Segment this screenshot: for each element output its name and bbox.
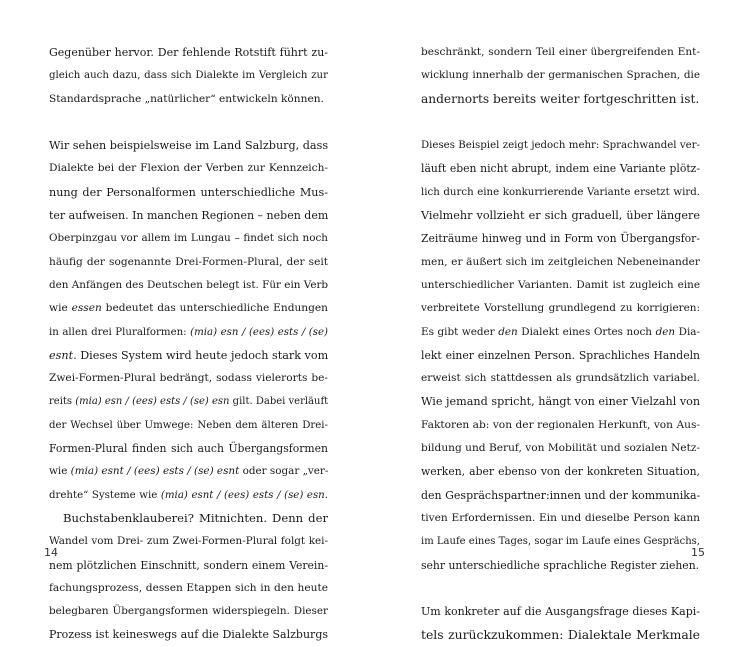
text-segment: der Wechsel über Umwege: Neben dem älteren Drei- bbox=[49, 419, 328, 431]
text-line bbox=[421, 554, 700, 577]
text-segment: Gegenüber hervor. Der fehlende Rotstift führt zu- bbox=[49, 46, 328, 59]
text-segment: drehte“ Systeme wie bbox=[49, 489, 161, 501]
text-segment: lich durch eine konkurrierende Variante ersetzt wird. bbox=[421, 186, 700, 198]
text-line bbox=[49, 390, 328, 413]
text-segment: gleich auch dazu, dass sich Dialekte im Vergleich zur bbox=[49, 70, 328, 82]
text-segment: wie bbox=[49, 302, 72, 315]
text-segment: Zwei-Formen-Plural bedrängt, sodass vielerorts be- bbox=[49, 372, 328, 385]
text-segment: Standardsprache „natürlicher“ entwickeln können. bbox=[49, 92, 324, 105]
paragraph-break bbox=[421, 577, 700, 600]
text-line bbox=[49, 181, 328, 204]
text-segment: Faktoren ab: von der regionalen Herkunft, von Aus- bbox=[421, 418, 700, 431]
text-segment: nung der Personalformen unterschiedliche Mus- bbox=[49, 185, 328, 199]
text-segment: oder sogar „ver- bbox=[239, 465, 329, 478]
text-segment: nem plötzlichen Einschnitt, sondern einem Verein- bbox=[49, 558, 328, 572]
text-segment: Dia- bbox=[675, 325, 700, 338]
right-page-text bbox=[421, 41, 700, 647]
paragraph-break bbox=[49, 111, 328, 134]
text-line bbox=[421, 600, 700, 623]
text-line bbox=[421, 530, 700, 553]
italic-text: den bbox=[655, 325, 676, 338]
text-line bbox=[421, 414, 700, 437]
text-segment: Wir sehen beispielsweise im Land Salzburg, dass bbox=[49, 139, 329, 153]
text-line bbox=[49, 134, 328, 157]
text-line bbox=[421, 437, 700, 460]
text-segment: den Gesprächspartner:innen und der kommunika- bbox=[421, 488, 701, 502]
text-segment: den Anfängen des Deutschen belegt ist. Für ein Verb bbox=[49, 278, 329, 291]
text-line bbox=[421, 227, 700, 250]
text-line bbox=[49, 623, 328, 646]
italic-text: (mia) esnt / (ees) ests / (se) esn bbox=[160, 489, 325, 501]
text-segment: wie bbox=[49, 465, 71, 478]
text-segment: reits bbox=[49, 396, 76, 408]
text-line bbox=[49, 157, 328, 180]
text-line bbox=[421, 484, 700, 507]
text-line bbox=[49, 414, 328, 437]
text-line bbox=[421, 390, 700, 413]
text-line bbox=[49, 88, 328, 111]
text-line bbox=[49, 367, 328, 390]
text-segment: Zeiträume hinweg und in Form von Übergangsfor- bbox=[421, 232, 700, 246]
text-segment: beschränkt, sondern Teil einer übergreifenden Ent- bbox=[421, 46, 700, 58]
text-segment: Um konkreter auf die Ausgangsfrage dieses Kapi- bbox=[421, 605, 700, 619]
text-line bbox=[421, 321, 700, 344]
text-segment: Es gibt weder bbox=[421, 325, 499, 338]
text-segment: sehr unterschiedliche sprachliche Register ziehen. bbox=[421, 558, 700, 572]
text-line bbox=[49, 344, 328, 367]
text-segment: lekt einer einzelnen Person. Sprachliches Handeln bbox=[421, 348, 700, 362]
text-segment: Wie jemand spricht, hängt von einer Vielzahl von bbox=[421, 395, 701, 409]
text-line bbox=[49, 437, 328, 460]
text-segment: . Dieses System wird heute jedoch stark vom bbox=[73, 348, 329, 362]
text-line bbox=[49, 274, 328, 297]
text-segment: fachungsprozess, dessen Etappen sich in den heute bbox=[49, 581, 328, 594]
text-segment: unterschiedlicher Varianten. Damit ist zugleich eine bbox=[421, 278, 700, 291]
text-segment: Dieses Beispiel zeigt jedoch mehr: Sprachwandel ver- bbox=[421, 140, 700, 152]
text-segment: . bbox=[324, 489, 328, 501]
text-segment: Prozess ist keineswegs auf die Dialekte Salzburgs bbox=[49, 628, 328, 642]
text-segment: tels zurückzukommen: Dialektale Merkmale bbox=[421, 627, 700, 643]
text-segment: wicklung innerhalb der germanischen Sprachen, die bbox=[421, 69, 700, 82]
text-line bbox=[49, 64, 328, 87]
text-line bbox=[421, 507, 700, 530]
italic-text: esnt bbox=[49, 348, 74, 362]
text-segment: im Laufe eines Tages, sogar im Laufe eines Gesprächs, bbox=[421, 536, 700, 548]
text-segment: Dialekte bei der Flexion der Verben zur Kennzeich- bbox=[49, 162, 328, 175]
text-segment: tiven Erfordernissen. Ein und dieselbe Person kann bbox=[421, 511, 700, 524]
italic-text: (mia) esn / (ees) ests / (se) bbox=[190, 326, 329, 338]
text-line bbox=[49, 600, 328, 623]
text-line bbox=[421, 344, 700, 367]
text-line bbox=[421, 460, 700, 483]
text-segment: Oberpinzgau vor allem im Lungau – findet sich noch bbox=[49, 232, 328, 245]
text-line bbox=[421, 181, 700, 204]
italic-text: (mia) esnt / (ees) ests / (se) esnt bbox=[70, 465, 240, 478]
text-line bbox=[49, 554, 328, 577]
text-segment: andernorts bereits weiter fortgeschritten ist. bbox=[421, 91, 700, 106]
text-segment: Formen-Plural finden sich auch Übergangsformen bbox=[49, 442, 328, 456]
text-line bbox=[421, 204, 700, 227]
text-line bbox=[421, 623, 700, 646]
text-line bbox=[421, 88, 700, 111]
text-segment: in allen drei Pluralformen: bbox=[49, 326, 191, 338]
text-line bbox=[421, 274, 700, 297]
right-page-number: 15 bbox=[691, 546, 705, 559]
text-segment: belegbaren Übergangsformen widerspiegeln. Dieser bbox=[49, 605, 328, 618]
text-line bbox=[49, 530, 328, 553]
text-line bbox=[421, 41, 700, 64]
text-line bbox=[421, 367, 700, 390]
text-segment: men, er äußert sich im zeitgleichen Nebeneinander bbox=[421, 255, 700, 268]
italic-text: den bbox=[498, 325, 518, 338]
italic-text: essen bbox=[71, 302, 102, 315]
text-segment: bedeutet das unterschiedliche Endungen bbox=[101, 302, 328, 315]
text-segment: gilt. Dabei verläuft bbox=[229, 396, 329, 408]
left-page bbox=[0, 0, 375, 642]
left-page-number: 14 bbox=[44, 546, 58, 559]
text-segment: häufig der sogenannte Drei-Formen-Plural, der seit bbox=[49, 255, 328, 268]
text-line bbox=[421, 297, 700, 320]
text-segment: bildung und Beruf, von Mobilität und sozialen Netz- bbox=[421, 442, 700, 455]
text-segment: läuft eben nicht abrupt, indem eine Variante plötz- bbox=[421, 162, 700, 176]
text-line bbox=[49, 577, 328, 600]
text-segment: werken, aber ebenso von der konkreten Situation, bbox=[421, 465, 700, 479]
right-page bbox=[375, 0, 750, 643]
text-line bbox=[49, 204, 328, 227]
text-segment: Vielmehr vollzieht er sich graduell, über längere bbox=[421, 209, 700, 223]
text-line bbox=[421, 64, 700, 87]
text-line bbox=[49, 484, 328, 507]
text-line bbox=[49, 321, 328, 344]
text-segment: Buchstabenklauberei? Mitnichten. Denn der bbox=[63, 510, 328, 525]
text-line bbox=[49, 460, 328, 483]
left-page-text bbox=[49, 41, 328, 647]
text-line bbox=[421, 134, 700, 157]
italic-text: (mia) esn / (ees) ests / (se) esn bbox=[75, 396, 230, 408]
text-line bbox=[49, 297, 328, 320]
text-line bbox=[49, 251, 328, 274]
text-segment: ter aufweisen. In manchen Regionen – neben dem bbox=[49, 209, 329, 223]
text-line bbox=[49, 227, 328, 250]
paragraph-break bbox=[421, 111, 700, 134]
text-line bbox=[421, 157, 700, 180]
text-line bbox=[49, 41, 328, 64]
text-segment: verbreitete Vorstellung grundlegend zu korrigieren: bbox=[421, 302, 700, 315]
text-segment: Wandel vom Drei- zum Zwei-Formen-Plural folgt kei- bbox=[49, 535, 328, 548]
text-segment: Dialekt eines Ortes noch bbox=[517, 325, 656, 338]
text-line bbox=[49, 507, 328, 530]
text-line bbox=[421, 251, 700, 274]
text-segment: erweist sich stattdessen als grundsätzlich variabel. bbox=[421, 372, 700, 385]
